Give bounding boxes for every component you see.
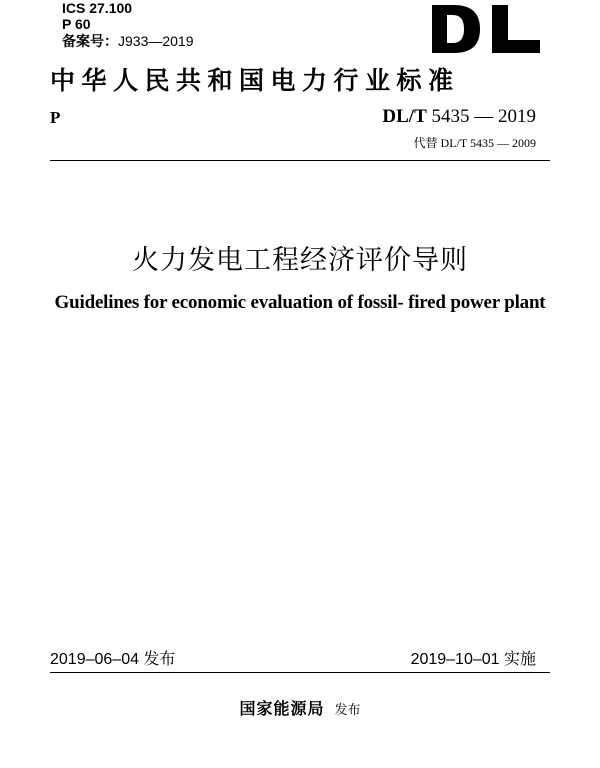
issue-date: 2019–06–04 发布 [50, 651, 176, 668]
title-english: Guidelines for economic evaluation of fossil- fired power plant [54, 292, 546, 313]
implementation-date: 2019–10–01 实施 [410, 651, 536, 668]
category-letter: P [50, 108, 61, 127]
standard-code: DL/T [382, 106, 427, 127]
publisher-action: 发布 [334, 703, 361, 718]
bottom-divider [50, 672, 550, 673]
standard-year: 5435 — 2019 [426, 106, 536, 127]
classification-code: P 60 [62, 16, 91, 32]
dl-logo [430, 4, 542, 54]
top-divider [50, 160, 550, 161]
ics-code: ICS 27.100 [62, 0, 133, 16]
record-value: J933—2019 [118, 33, 194, 49]
replaces-standard: 代替 DL/T 5435 — 2009 [413, 136, 536, 150]
publisher [0, 696, 600, 719]
record-label: 备案号： [62, 33, 118, 49]
title-chinese: 火力发电工程经济评价导则 [132, 245, 468, 276]
org-title: 中华人民共和国电力行业标准 [50, 66, 460, 95]
standard-number [382, 106, 536, 128]
publisher-org: 国家能源局 [239, 699, 325, 718]
record-number [62, 33, 194, 49]
